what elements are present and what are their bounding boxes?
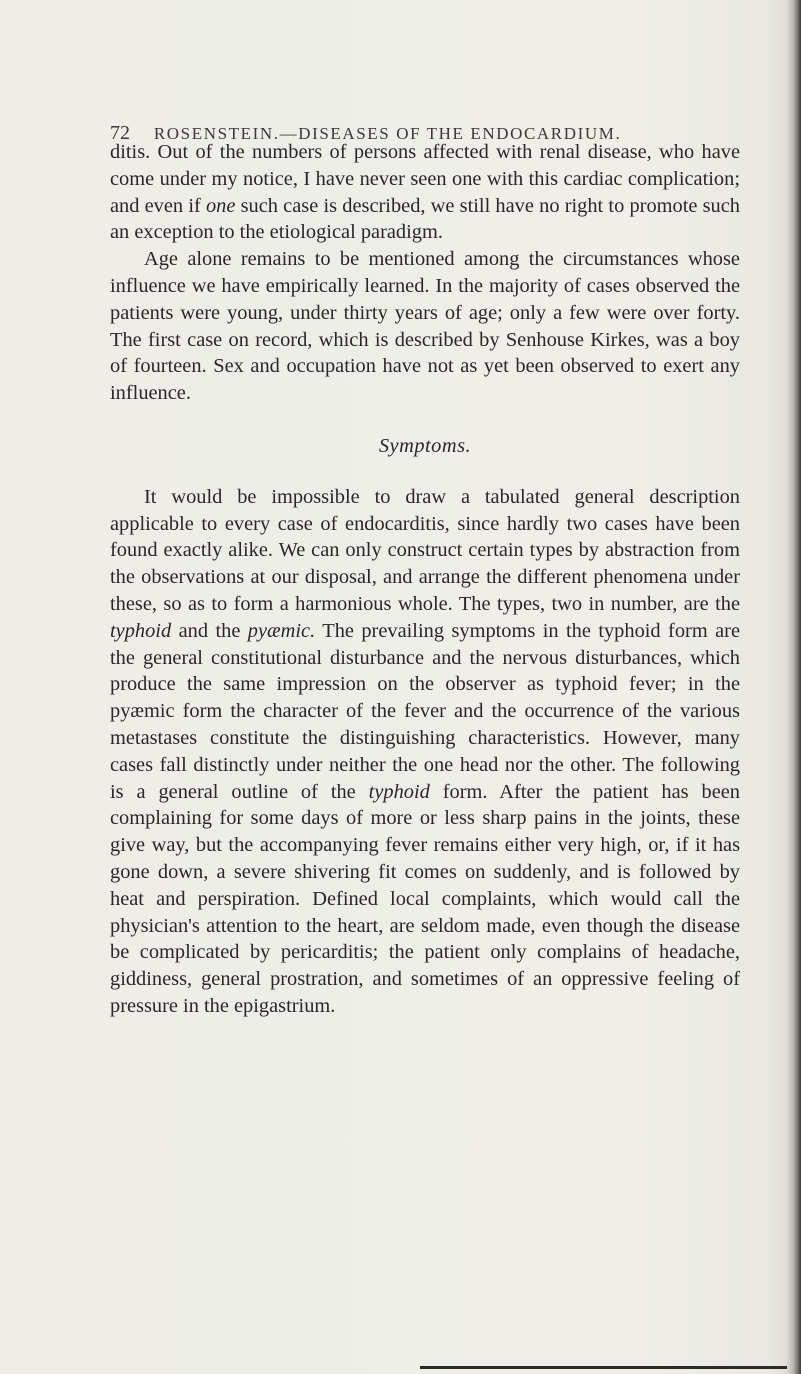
paragraph-1-text: ditis. Out of the numbers of persons affected with renal disease, who have come under my notice, I have never seen one with this cardiac complication; and even if: [110, 141, 740, 217]
page-edge-shadow: [787, 0, 801, 1374]
paragraph-3-text-c: The prevailing symptoms in the typhoid form are the general constitutional disturbance and the nervous disturbances, which produce the same impression on the observer as typhoid fever; in the pyæmic form the character of the fever and the occurrence of the various metastases constitute the distinguishing characteristics. However, many cases fall distinctly under neither the one head nor the other. The following is a general outline of the: [110, 619, 740, 803]
paragraph-3-emphasis-typhoid-2: typhoid: [368, 780, 430, 803]
bottom-edge-line: [420, 1366, 800, 1369]
section-heading: Symptoms.: [378, 434, 472, 457]
paragraph-3-emphasis-pyaemic: pyæmic.: [247, 619, 316, 642]
paragraph-3-text-d: form. After the patient has been complaining for some days of more or less sharp pains in the joints, these give way, but the accompanying fever remains either very high, or, if it has gone down, a severe shivering fit comes on suddenly, and is followed by heat and perspiration. Defined local complaints, which would call the physician's attention to the heart, are seldom made, even though the disease be complicated by pericarditis; the patient only complains of headache, giddiness, general prostration, and sometimes of an oppressive feeling of pressure in the epigastrium.: [110, 780, 740, 1017]
paragraph-2: Age alone remains to be mentioned among the circumstances whose influence we have empirically learned. In the majority of cases observed the patients were young, under thirty years of age; only a few were over forty. The first case on record, which is described by Senhouse Kirkes, was a boy of fourteen. Sex and occupation have not as yet been observed to exert any influence.: [110, 248, 740, 405]
paragraph-1-emphasis: one: [205, 194, 236, 217]
page-number: 72: [110, 122, 130, 144]
paragraph-1-text-rest: such case is described, we still have no right to promote such an exception to the etiological paradigm.: [110, 194, 740, 244]
paragraph-1: [110, 139, 740, 246]
page-body: [110, 139, 740, 1020]
paragraph-3-text-b: and the: [171, 619, 248, 642]
paragraph-3-text-a: It would be impossible to draw a tabulated general description applicable to every case of endocarditis, since hardly two cases have been found exactly alike. We can only construct certain types by abstraction from the observations at our disposal, and arrange the different phenomena under these, so as to form a harmonious whole. The types, two in number, are the: [110, 485, 740, 615]
running-title: ROSENSTEIN.—DISEASES OF THE ENDOCARDIUM.: [153, 124, 622, 143]
paragraph-3: [110, 484, 740, 1020]
paragraph-3-emphasis-typhoid: typhoid: [110, 619, 172, 642]
